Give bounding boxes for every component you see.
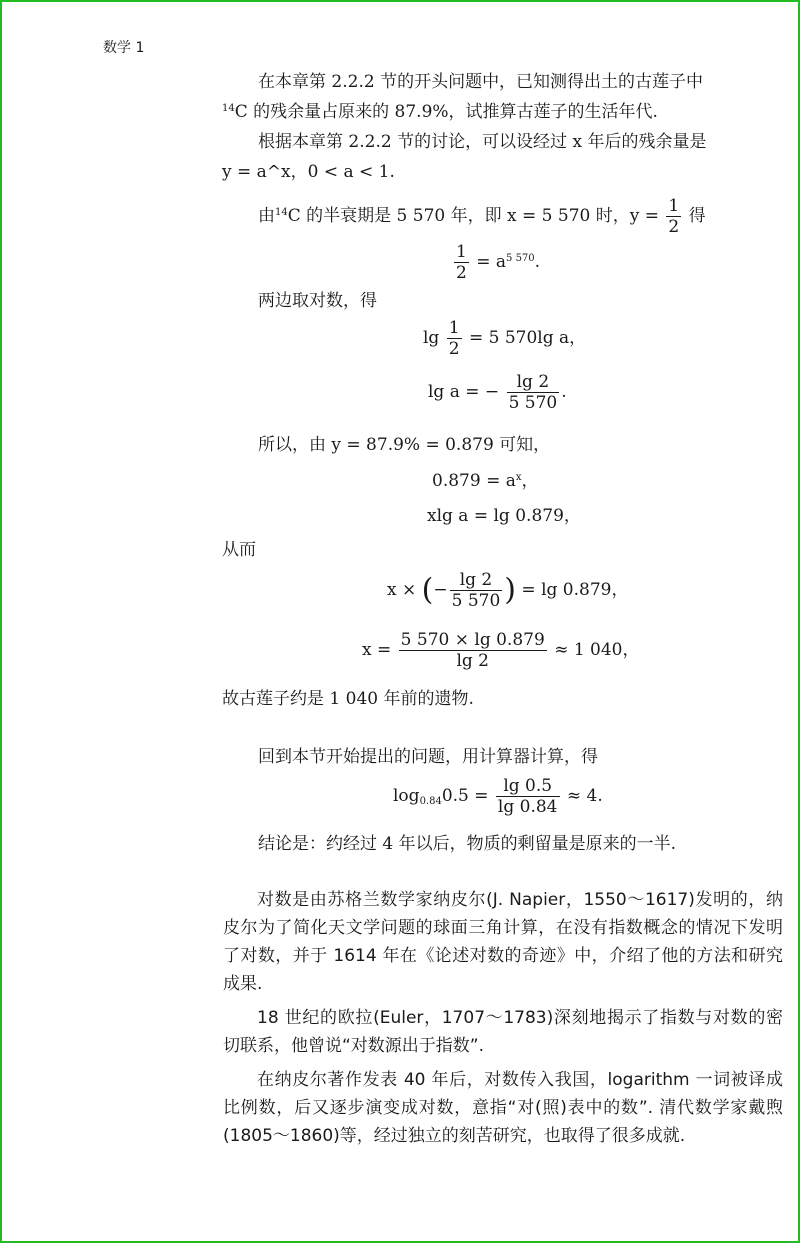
equation-xlga: xlg a = lg 0.879，	[427, 506, 581, 526]
problem-line-1: 在本章第 2.2.2 节的开头问题中，已知测得出土的古莲子中	[258, 72, 704, 92]
history-paragraph-euler: 18 世纪的欧拉(Euler，1707～1783)深刻地揭示了指数与对数的密切联系，他曾说“对数源出于指数”.	[223, 1008, 783, 1056]
equation-lg-half: lg $\frac{1}{2}$ = 5 570lg a，	[423, 318, 587, 359]
running-header: 数学 1	[103, 40, 145, 56]
history-paragraph-napier: 对数是由苏格兰数学家纳皮尔(J. Napier，1550～1617)发明的，纳皮尔为了简化天文学问题的球面三角计算，在没有指数概念的情况下发明了对数，并于 1614 年在《论述对数的奇迹》中，介绍了他的方法和研究成果.	[223, 890, 783, 994]
history-paragraph-china: 在纳皮尔著作发表 40 年后，对数传入我国，logarithm 一词被译成比例数，后又逐步演变成对数，意指“对(照)表中的数”. 清代数学家戴煦(1805～1860)等，经过独立的刻苦研究，也取得了很多成就.	[223, 1070, 783, 1146]
equation-x-result: x = $\frac{5 570 \times \lg 0.879}{\lg 2}$ ≈ 1 040，	[362, 630, 640, 671]
equation-x-times: x × (− $\frac{\lg 2}{5 570}$ ) = lg 0.879，	[387, 570, 629, 611]
equation-lg-a: lg a = − $\frac{\lg 2}{5 570}$ .	[428, 372, 567, 413]
problem-line-2: $^{14}$C 的残余量占原来的 87.9%，试推算古莲子的生活年代.	[222, 102, 658, 122]
page-border-top	[0, 0, 800, 2]
equation-0879-equals-a-x: $0.879 = a^x$，	[432, 471, 539, 491]
solution-line-2: y = a^x，0 < a < 1.	[222, 162, 395, 182]
take-log-statement: 两边取对数，得	[258, 291, 377, 311]
equation-log-084: $\log_{0.84}0.5$ = $\frac{\lg 0.5}{\lg 0.84}$ ≈ 4.	[393, 776, 603, 817]
thus-statement: 从而	[222, 540, 256, 560]
half-life-statement: 由$^{14}$C 的半衰期是 5 570 年，即 x = 5 570 时，y = $\frac{1}{2}$ 得	[258, 196, 706, 237]
therefore-statement: 所以，由 y = 87.9% = 0.879 可知，	[258, 435, 551, 455]
back-to-problem-statement: 回到本节开始提出的问题，用计算器计算，得	[258, 747, 598, 767]
page-border-left	[0, 0, 2, 1243]
solution-line-1: 根据本章第 2.2.2 节的讨论，可以设经过 x 年后的残余量是	[258, 132, 707, 152]
history-note	[223, 886, 783, 1150]
superscript-14: 14	[222, 103, 235, 114]
equation-half-equals-a-power: $\frac{1}{2}$ = $a^{5 570}$.	[456, 242, 541, 283]
fraction-one-half: $\frac{1}{2}$	[668, 196, 680, 237]
example-conclusion: 故古莲子约是 1 040 年前的遗物.	[222, 689, 474, 709]
section-conclusion: 结论是：约经过 4 年以后，物质的剩留量是原来的一半.	[258, 834, 677, 854]
